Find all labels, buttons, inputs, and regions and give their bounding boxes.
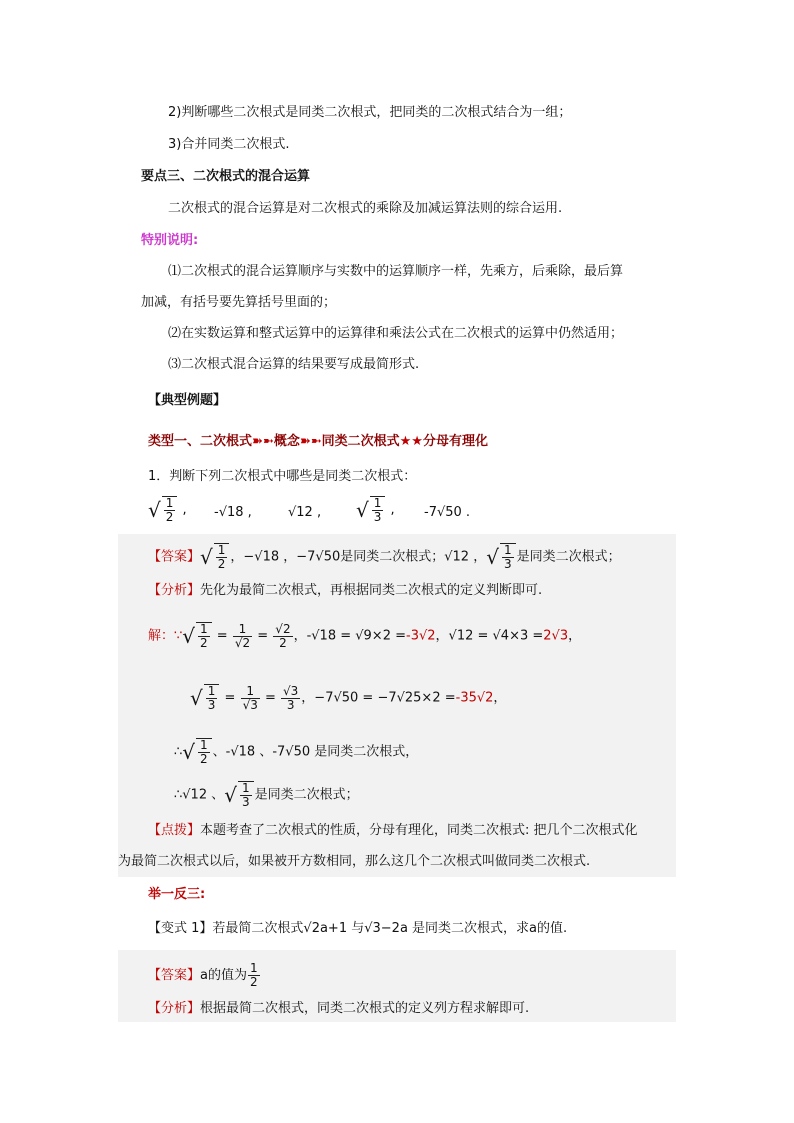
- section-3-desc: 二次根式的混合运算是对二次根式的乘除及加减运算法则的综合运用.: [168, 201, 563, 216]
- examples-title: 【典型例题】: [148, 393, 227, 408]
- star-icons: ★★: [399, 434, 423, 449]
- type-1-same: 同类二次根式: [321, 434, 400, 449]
- variant-text: 若最简二次根式√2a+1 与√3−2a 是同类二次根式，求a的值.: [212, 921, 568, 936]
- solution-line-4: ∴√12 、√ $\frac{1}{3}$ 是同类二次根式；: [174, 781, 359, 809]
- section-3-title: 要点三、二次根式的混合运算: [141, 169, 311, 184]
- solution-2a: ，−7√50 = −7√25×2 =: [301, 690, 456, 706]
- solution-1c: ，√12 = √4×3 =: [435, 628, 544, 644]
- solution-1d: 2√3: [543, 628, 569, 644]
- special-note-2: ⑵在实数运算和整式运算中的运算律和乘法公式在二次根式的运算中仍然适用；: [168, 326, 624, 341]
- arrow-icon-1: ➽➼: [252, 434, 274, 449]
- solution-line-2: √ $\frac{1}{3}$ = $\frac{1}{√3}$ = $\frac{√3}{3}$ ，−7√50 = −7√25×2 =-35√2，: [190, 683, 507, 712]
- q1-item-sqrt-half: √ $\frac{1}{2}$ ,: [148, 496, 187, 524]
- special-note-1b: 加减，有括号要先算括号里面的；: [141, 295, 337, 310]
- special-note-title: 特别说明:: [141, 233, 199, 248]
- solution-lead: 解：∵: [148, 628, 183, 644]
- answer-text-1: ，−√18 ，−7√50是同类二次根式；√12 ，: [230, 549, 487, 565]
- q1-item-5: -7√50 .: [424, 505, 471, 520]
- variant-1: [148, 920, 567, 938]
- solution-line-3: ∴√ $\frac{1}{2}$ 、-√18 、-7√50 是同类二次根式，: [174, 738, 419, 766]
- variant-analysis-text: 根据最简二次根式，同类二次根式的定义列方程求解即可.: [200, 1001, 530, 1016]
- practice-title: 举一反三:: [148, 887, 206, 902]
- analysis-text: 先化为最简二次根式，再根据同类二次根式的定义判断即可.: [200, 583, 543, 598]
- type-1-concept: 概念: [273, 434, 300, 449]
- arrow-icon-2: ➽➼: [299, 434, 322, 449]
- step-2: 2)判断哪些二次根式是同类二次根式，把同类的二次根式结合为一组；: [168, 105, 572, 120]
- q1-item-3: √12 ,: [288, 505, 322, 520]
- question-1: 1．判断下列二次根式中哪些是同类二次根式：: [148, 469, 417, 484]
- type-1-rational: 分母有理化: [422, 434, 488, 449]
- analysis-tag: 【分析】: [148, 583, 201, 598]
- solution-3a: ∴: [174, 744, 183, 760]
- solution-line-1: 解：∵√ $\frac{1}{2}$ = $\frac{1}{√2}$ = $\frac{√2}{2}$ ，-√18 = √9×2 =-3√2，√12 = √4×3 =2√3，: [148, 621, 582, 650]
- variant-analysis: [148, 1000, 529, 1018]
- answer-tag: 【答案】: [148, 549, 201, 565]
- variant-analysis-tag: 【分析】: [148, 1001, 201, 1016]
- solution-2b: -35√2: [455, 690, 494, 706]
- solution-2c: ，: [493, 690, 507, 706]
- solution-3b: 、-√18 、-7√50 是同类二次根式，: [212, 744, 419, 760]
- answer-line: 【答案】√ $\frac{1}{2}$ ，−√18 ，−7√50是同类二次根式；√12 ，√ $\frac{1}{3}$ 是同类二次根式；: [148, 543, 621, 571]
- tip-line-1: [148, 822, 638, 840]
- variant-answer-text: a的值为: [200, 968, 247, 983]
- type-1-title: 类型一、二次根式: [148, 434, 253, 449]
- solution-4a: ∴√12 、: [174, 787, 225, 803]
- solution-1a: ，-√18 = √9×2 =: [293, 628, 406, 644]
- variant-answer: 【答案】a的值为 $\frac{1}{2}$: [148, 961, 258, 989]
- type-1-heading: [148, 433, 488, 451]
- tip-line-2: 为最简二次根式以后，如果被开方数相同，那么这几个二次根式叫做同类二次根式.: [118, 854, 591, 869]
- tip-text-1: 本题考查了二次根式的性质，分母有理化，同类二次根式: 把几个二次根式化: [200, 823, 638, 838]
- answer-text-2: 是同类二次根式；: [516, 549, 621, 565]
- q1-item-sqrt-third: √ $\frac{1}{3}$ ,: [356, 496, 395, 524]
- special-note-1a: ⑴二次根式的混合运算顺序与实数中的运算顺序一样，先乘方，后乘除，最后算: [168, 264, 624, 279]
- step-3: 3)合并同类二次根式.: [168, 137, 290, 152]
- solution-4b: 是同类二次根式；: [254, 787, 359, 803]
- analysis-line: [148, 582, 542, 600]
- special-note-3: ⑶二次根式混合运算的结果要写成最简形式.: [168, 357, 420, 372]
- solution-1e: ，: [568, 628, 582, 644]
- solution-1b: -3√2: [406, 628, 436, 644]
- q1-item-2: -√18 ,: [214, 505, 252, 520]
- variant-tag: 【变式 1】: [148, 921, 213, 936]
- variant-answer-tag: 【答案】: [148, 968, 201, 983]
- tip-tag: 【点拨】: [148, 823, 201, 838]
